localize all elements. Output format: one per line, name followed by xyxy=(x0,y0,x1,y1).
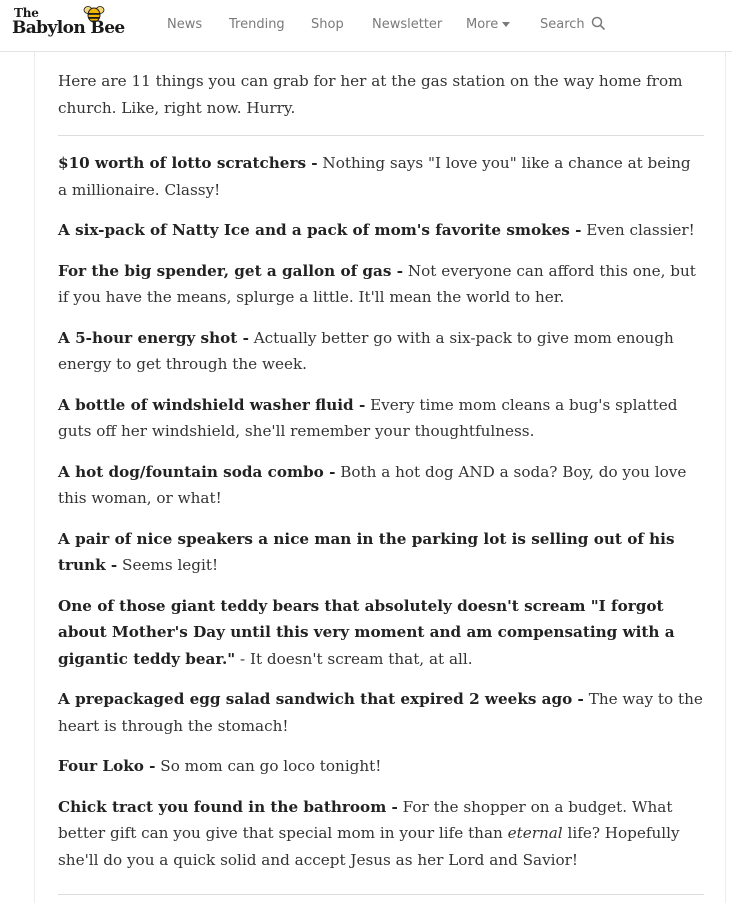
divider-bottom xyxy=(58,894,704,895)
item-text-italic: eternal xyxy=(507,824,563,842)
item-text: - It doesn't scream that, at all. xyxy=(235,649,473,668)
site-header xyxy=(0,0,732,52)
item-text: Even classier! xyxy=(581,221,695,239)
item-title: A bottle of windshield washer fluid - xyxy=(58,395,366,414)
nav-trending[interactable]: Trending xyxy=(229,17,285,32)
article-body xyxy=(58,68,704,887)
list-item xyxy=(58,686,704,739)
item-title: A prepackaged egg salad sandwich that expired 2 weeks ago - xyxy=(58,690,584,708)
caret-down-icon xyxy=(502,22,510,27)
item-text: life? Hopefully she'll do you a quick solid and accept Jesus as her Lord and Savior! xyxy=(58,824,680,869)
item-text: The way to the heart is through the stomach! xyxy=(58,690,703,735)
item-title: Four Loko - xyxy=(58,757,156,775)
content-border-right xyxy=(725,52,726,903)
content-border-left xyxy=(34,52,35,903)
item-title: One of those giant teddy bears that absolutely doesn't scream "I forgot about Mother's Day until this very moment and am compensating with a gigantic teddy bear." xyxy=(58,596,675,668)
nav-newsletter[interactable]: Newsletter xyxy=(372,17,443,32)
item-title: For the big spender, get a gallon of gas - xyxy=(58,261,404,280)
article-intro: Here are 11 things you can grab for her at the gas station on the way home from church. Like, right now. Hurry. xyxy=(58,72,683,117)
list-item xyxy=(58,593,704,673)
item-title: Chick tract you found in the bathroom - xyxy=(58,797,398,816)
item-text: Seems legit! xyxy=(117,556,219,574)
item-text: For the shopper on a budget. What better gift can you give that special mom in your life than xyxy=(58,797,673,842)
item-title: A pair of nice speakers a nice man in the parking lot is selling out of his trunk - xyxy=(58,529,675,574)
logo-the-text: The xyxy=(14,6,39,20)
nav-more-label: More xyxy=(466,17,499,32)
list-item xyxy=(58,217,704,244)
item-text: Actually better go with a six-pack to give mom enough energy to get through the week. xyxy=(58,328,674,373)
nav-search[interactable] xyxy=(540,0,605,52)
divider xyxy=(58,135,704,136)
logo-name-text: Babylon Bee xyxy=(12,18,125,38)
nav-shop[interactable]: Shop xyxy=(311,17,344,32)
nav-more-dropdown[interactable] xyxy=(466,0,510,52)
item-title: A six-pack of Natty Ice and a pack of mom's favorite smokes - xyxy=(58,221,582,239)
nav-news[interactable]: News xyxy=(167,17,203,32)
item-text: Every time mom cleans a bug's splatted guts off her windshield, she'll remember your thoughtfulness. xyxy=(58,395,678,440)
nav-search-label: Search xyxy=(540,17,585,32)
item-text: Both a hot dog AND a soda? Boy, do you love this woman, or what! xyxy=(58,462,687,507)
list-item xyxy=(58,753,704,780)
item-text: Nothing says "I love you" like a chance at being a millionaire. Classy! xyxy=(58,154,691,199)
list-item xyxy=(58,325,704,378)
search-icon xyxy=(591,16,605,30)
item-title: A 5-hour energy shot - xyxy=(58,328,249,347)
list-item xyxy=(58,258,704,311)
item-text: Not everyone can afford this one, but if you have the means, splurge a little. It'll mean the world to her. xyxy=(58,261,696,306)
item-title: $10 worth of lotto scratchers - xyxy=(58,154,318,172)
list-item xyxy=(58,794,704,874)
list-item xyxy=(58,526,704,579)
item-title: A hot dog/fountain soda combo - xyxy=(58,462,336,481)
item-text: So mom can go loco tonight! xyxy=(155,757,382,775)
list-item xyxy=(58,150,704,203)
site-logo[interactable] xyxy=(12,5,136,45)
list-item xyxy=(58,459,704,512)
list-item xyxy=(58,392,704,445)
